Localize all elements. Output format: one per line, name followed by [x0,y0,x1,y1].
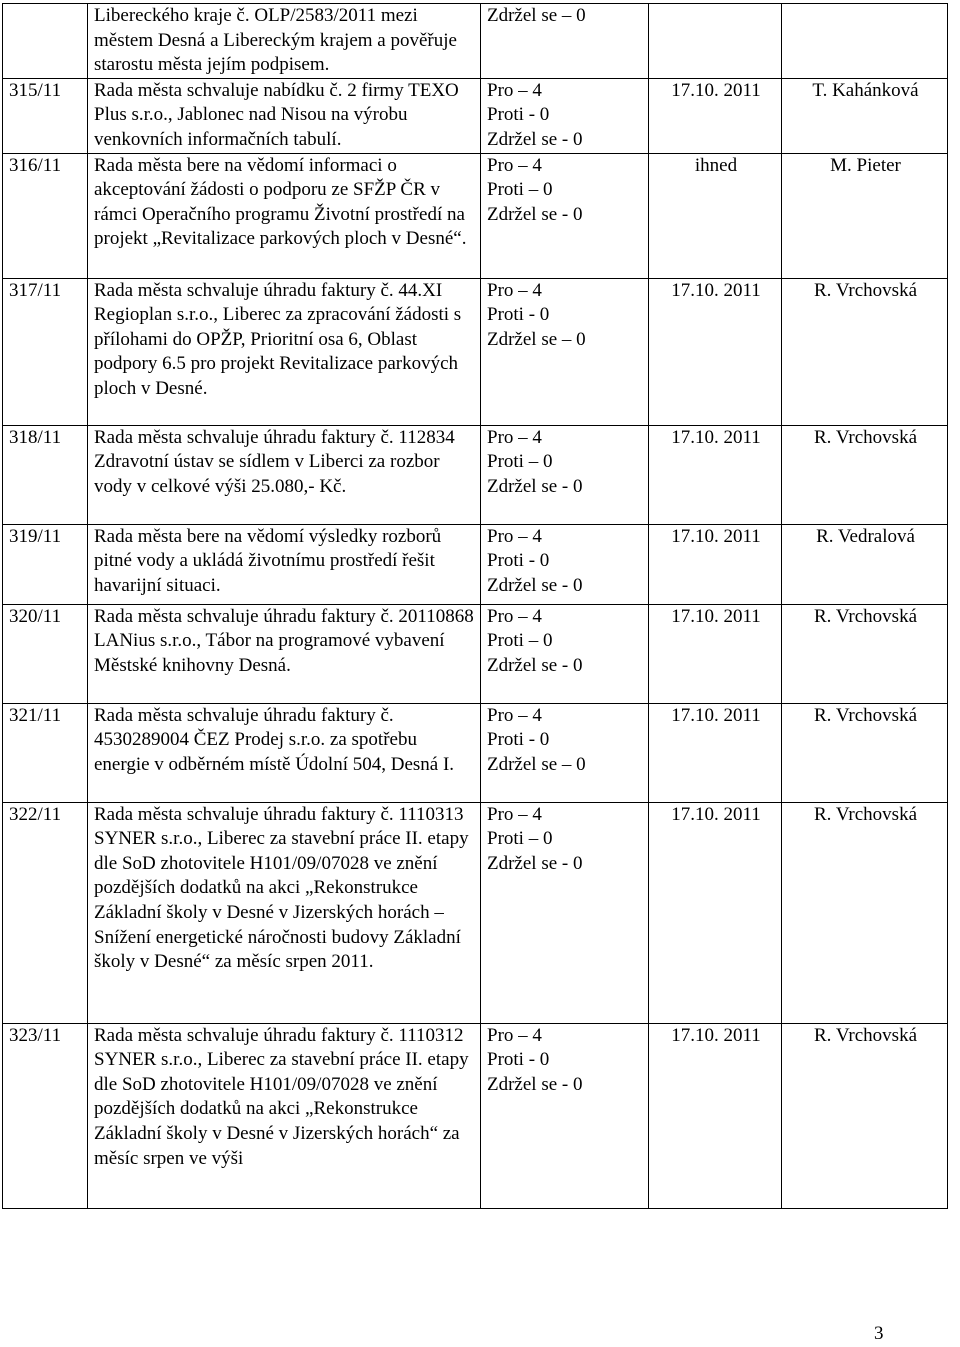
deadline: ihned [649,153,782,278]
vote-line: Pro – 4 [487,803,542,825]
vote-line: Zdržel se - 0 [487,203,583,225]
vote-line: Proti – 0 [487,179,553,201]
page-number: 3 [874,1323,884,1344]
vote-result [481,153,649,278]
vote-line: Proti - 0 [487,550,550,572]
resolution-number: 321/11 [3,703,88,802]
responsible-person: R. Vrchovská [782,604,948,703]
deadline: 17.10. 2011 [649,425,782,524]
vote-line: Proti - 0 [487,104,550,126]
resolutions-table [2,3,948,1209]
vote-result [481,604,649,703]
resolution-number: 318/11 [3,425,88,524]
deadline: 17.10. 2011 [649,524,782,604]
vote-line: Pro – 4 [487,426,542,448]
vote-result [481,425,649,524]
vote-line: Pro – 4 [487,279,542,301]
deadline [649,4,782,79]
vote-line: Proti - 0 [487,729,550,751]
vote-line: Pro – 4 [487,1024,542,1046]
deadline: 17.10. 2011 [649,604,782,703]
vote-line: Zdržel se - 0 [487,574,583,596]
vote-result [481,278,649,425]
resolution-text: Rada města bere na vědomí informaci o akceptování žádosti o podporu ze SFŽP ČR v rámci Operačního programu Životní prostředí na projekt „Revitalizace parkových ploch v Desné“. [88,153,481,278]
table-row [3,4,948,79]
vote-line: Zdržel se – 0 [487,753,586,775]
deadline: 17.10. 2011 [649,278,782,425]
responsible-person: R. Vrchovská [782,425,948,524]
vote-line: Zdržel se – 0 [487,5,586,26]
table-row [3,153,948,278]
table-row [3,425,948,524]
deadline: 17.10. 2011 [649,703,782,802]
resolution-number: 323/11 [3,1023,88,1208]
resolution-number: 322/11 [3,802,88,1023]
resolution-text: Rada města schvaluje úhradu faktury č. 1110312 SYNER s.r.o., Liberec za stavební práce II. etapy dle SoD zhotovitele H101/09/07028 ve znění pozdějších dodatků na akci „Rekonstrukce Základní školy v Desné v Jizerských horách“ za měsíc srpen ve výši [88,1023,481,1208]
vote-line: Zdržel se - 0 [487,128,583,150]
table-row [3,703,948,802]
responsible-person: R. Vrchovská [782,802,948,1023]
vote-line: Pro – 4 [487,79,542,101]
vote-line: Proti - 0 [487,304,550,326]
vote-result [481,703,649,802]
resolution-number: 315/11 [3,78,88,153]
vote-line: Zdržel se – 0 [487,328,586,350]
vote-result [481,78,649,153]
table-row [3,802,948,1023]
vote-line: Zdržel se - 0 [487,475,583,497]
resolution-text: Rada města schvaluje nabídku č. 2 firmy TEXO Plus s.r.o., Jablonec nad Nisou na výrobu venkovních informačních tabulí. [88,78,481,153]
table-row [3,278,948,425]
resolution-number: 317/11 [3,278,88,425]
vote-line: Proti – 0 [487,828,553,850]
resolution-number [3,4,88,79]
table-row [3,78,948,153]
responsible-person: M. Pieter [782,153,948,278]
vote-line: Zdržel se - 0 [487,1073,583,1095]
resolution-text: Rada města schvaluje úhradu faktury č. 112834 Zdravotní ústav se sídlem v Liberci za rozbor vody v celkové výši 25.080,- Kč. [88,425,481,524]
table-row [3,524,948,604]
resolution-text: Rada města schvaluje úhradu faktury č. 4530289004 ČEZ Prodej s.r.o. za spotřebu energie v odběrném místě Údolní 504, Desná I. [88,703,481,802]
resolution-number: 316/11 [3,153,88,278]
responsible-person: R. Vrchovská [782,703,948,802]
resolution-text: Rada města schvaluje úhradu faktury č. 44.XI Regioplan s.r.o., Liberec za zpracování žádosti s přílohami do OPŽP, Prioritní osa 6, Oblast podpory 6.5 pro projekt Revitalizace parkových ploch v Desné. [88,278,481,425]
responsible-person [782,4,948,79]
responsible-person: T. Kahánková [782,78,948,153]
vote-line: Zdržel se - 0 [487,654,583,676]
vote-line: Pro – 4 [487,154,542,176]
vote-result [481,802,649,1023]
resolutions-table-body [3,4,948,1209]
resolution-text: Rada města bere na vědomí výsledky rozborů pitné vody a ukládá životnímu prostředí řešit havarijní situaci. [88,524,481,604]
vote-line: Proti – 0 [487,630,553,652]
resolution-number: 319/11 [3,524,88,604]
table-row [3,604,948,703]
resolution-number: 320/11 [3,604,88,703]
resolution-text: Rada města schvaluje úhradu faktury č. 20110868 LANius s.r.o., Tábor na programové vybavení Městské knihovny Desná. [88,604,481,703]
vote-result [481,524,649,604]
responsible-person: R. Vrchovská [782,1023,948,1208]
vote-line: Pro – 4 [487,704,542,726]
vote-line: Pro – 4 [487,605,542,627]
resolution-text: Libereckého kraje č. OLP/2583/2011 mezi městem Desná a Libereckým krajem a pověřuje starostu města jejím podpisem. [88,4,481,79]
responsible-person: R. Vedralová [782,524,948,604]
vote-result [481,1023,649,1208]
deadline: 17.10. 2011 [649,1023,782,1208]
deadline: 17.10. 2011 [649,802,782,1023]
vote-line: Pro – 4 [487,525,542,547]
vote-result [481,4,649,79]
table-row [3,1023,948,1208]
resolution-text: Rada města schvaluje úhradu faktury č. 1110313 SYNER s.r.o., Liberec za stavební práce II. etapy dle SoD zhotovitele H101/09/07028 ve znění pozdějších dodatků na akci „Rekonstrukce Základní školy v Desné v Jizerských horách – Snížení energetické náročnosti budovy Základní školy v Desné“ za měsíc srpen 2011. [88,802,481,1023]
responsible-person: R. Vrchovská [782,278,948,425]
vote-line: Proti - 0 [487,1049,550,1071]
deadline: 17.10. 2011 [649,78,782,153]
vote-line: Zdržel se - 0 [487,852,583,874]
vote-line: Proti – 0 [487,451,553,473]
